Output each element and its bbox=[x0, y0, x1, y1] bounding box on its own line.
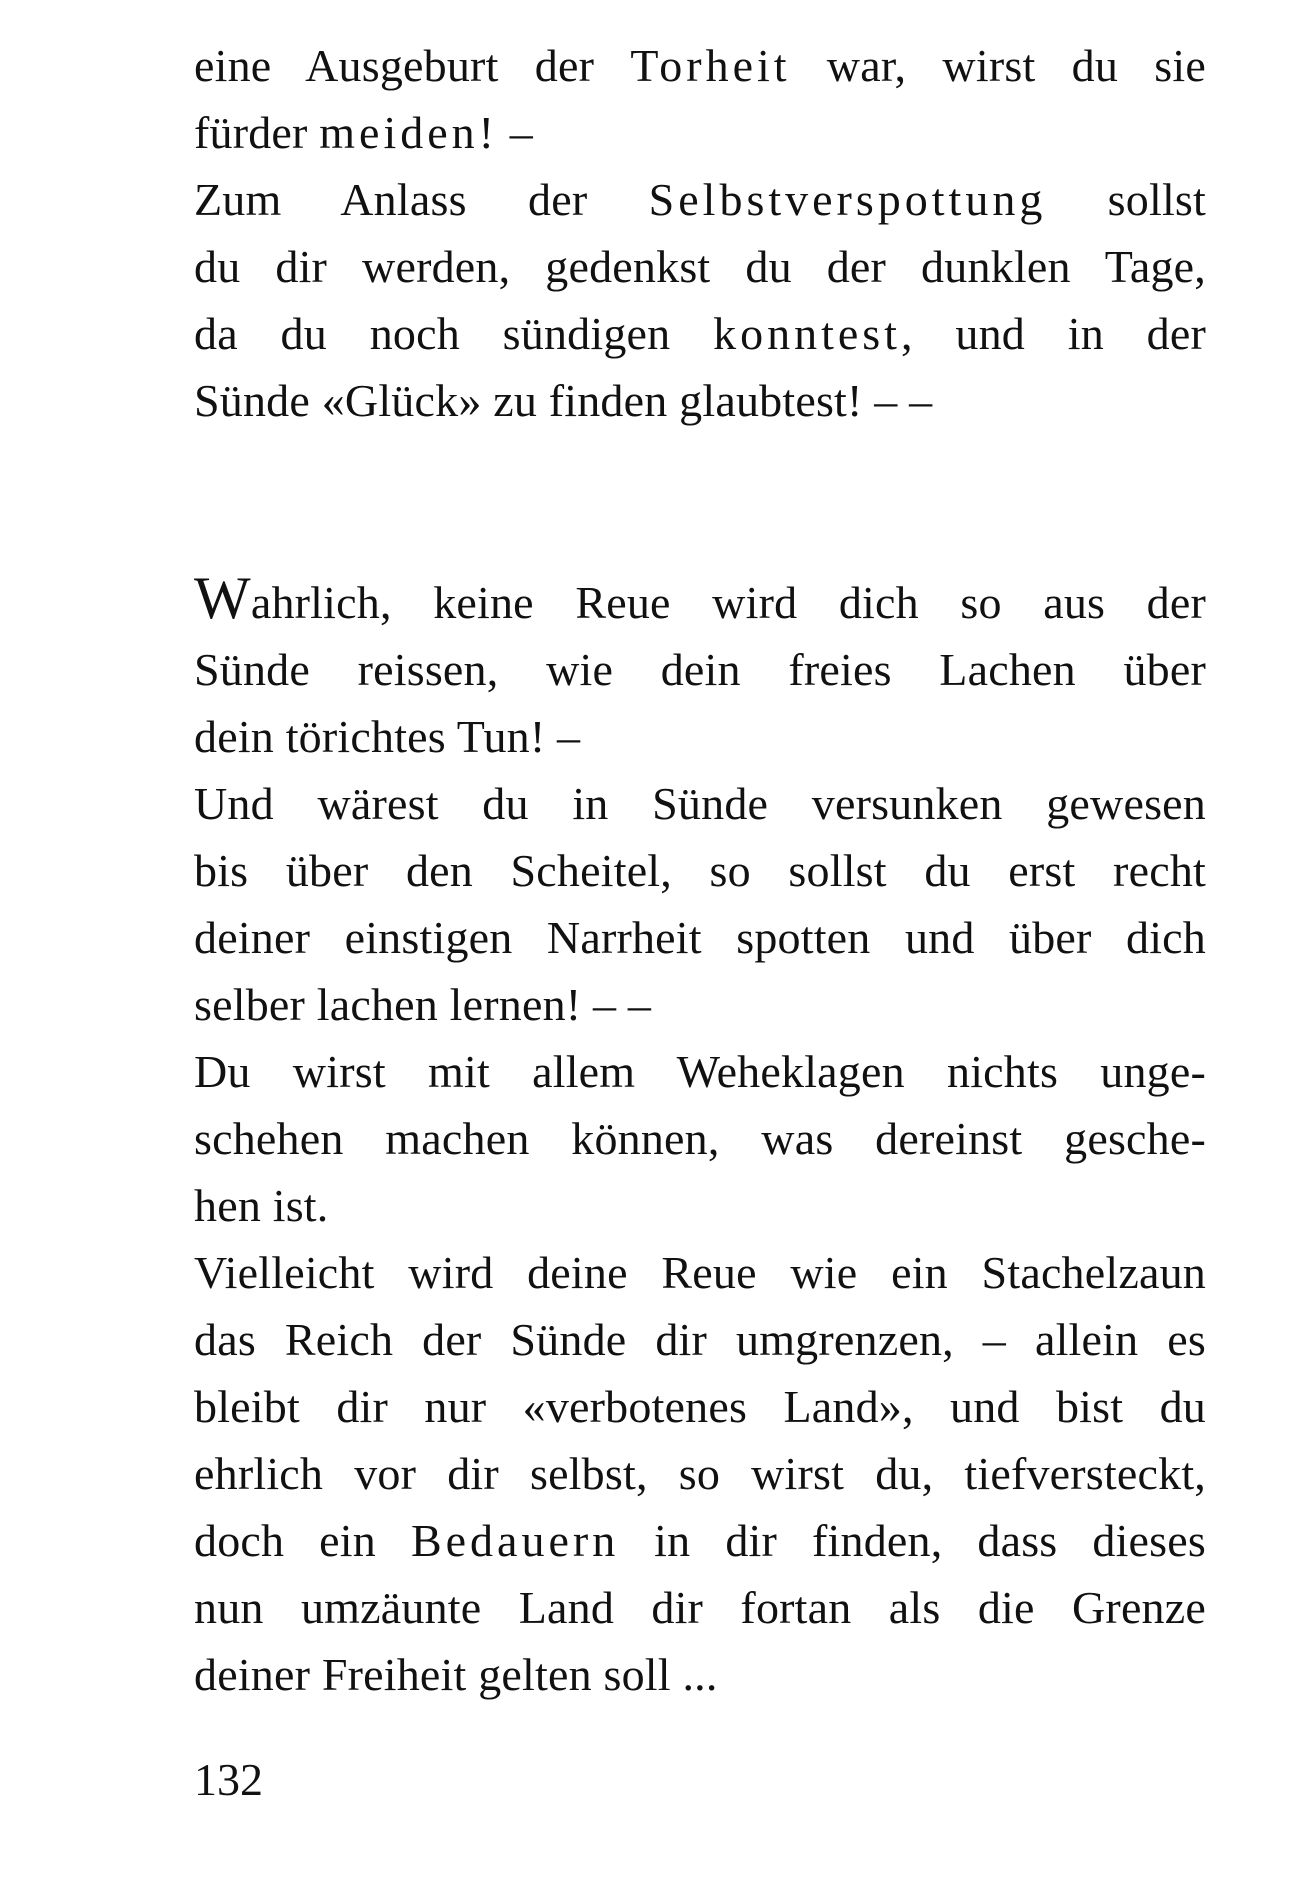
text-run: doch ein bbox=[194, 1515, 411, 1566]
text-line: du dir werden, gedenkst du der dunklen Tage, bbox=[194, 241, 1206, 292]
text-line: hen ist. bbox=[194, 1180, 329, 1231]
book-page bbox=[194, 32, 1206, 1872]
text-line: deiner einstigen Narrheit spotten und über dich bbox=[194, 912, 1206, 963]
page-number: 132 bbox=[194, 1754, 263, 1805]
text-line: Du wirst mit allem Weheklagen nichts unge- bbox=[194, 1046, 1206, 1097]
text-line: schehen machen können, was dereinst gesche- bbox=[194, 1113, 1206, 1164]
text-line: ehrlich vor dir selbst, so wirst du, tiefversteckt, bbox=[194, 1448, 1206, 1499]
text-line: deiner Freiheit gelten soll ... bbox=[194, 1649, 718, 1700]
text-line bbox=[194, 32, 1206, 99]
text-line bbox=[194, 565, 1206, 636]
spaced-emphasis: meiden! bbox=[319, 107, 498, 158]
spaced-emphasis: Selbstverspottung bbox=[648, 174, 1047, 225]
text-line: bleibt dir nur «verbotenes Land», und bist du bbox=[194, 1381, 1206, 1432]
text-line: das Reich der Sünde dir umgrenzen, – allein es bbox=[194, 1314, 1206, 1365]
text-line: Sünde «Glück» zu finden glaubtest! – – bbox=[194, 375, 933, 426]
text-line bbox=[194, 1507, 1206, 1574]
text-line: bis über den Scheitel, so sollst du erst recht bbox=[194, 845, 1206, 896]
spaced-emphasis: Torheit bbox=[630, 40, 791, 91]
text-line: Und wärest du in Sünde versunken gewesen bbox=[194, 778, 1206, 829]
text-line: nun umzäunte Land dir fortan als die Grenze bbox=[194, 1582, 1206, 1633]
paragraph-main bbox=[194, 565, 1206, 1708]
text-run: da du noch sündigen bbox=[194, 308, 714, 359]
text-line: Sünde reissen, wie dein freies Lachen über bbox=[194, 644, 1206, 695]
initial-letter: W bbox=[194, 565, 251, 631]
text-run: , und in der bbox=[900, 308, 1206, 359]
text-line bbox=[194, 300, 1206, 367]
text-line: dein törichtes Tun! – bbox=[194, 711, 581, 762]
text-run: in dir finden, dass dieses bbox=[619, 1515, 1206, 1566]
text-run: – bbox=[498, 107, 533, 158]
text-run: war, wirst du sie bbox=[790, 40, 1207, 91]
text-run: Zum Anlass der bbox=[194, 174, 649, 225]
section-break bbox=[194, 434, 1206, 569]
text-line: selber lachen lernen! – – bbox=[194, 979, 652, 1030]
text-line bbox=[194, 99, 1206, 166]
text-run: fürder bbox=[194, 107, 320, 158]
spaced-emphasis: konntest bbox=[713, 308, 901, 359]
paragraph-continuation bbox=[194, 32, 1206, 434]
text-run: ahrlich, keine Reue wird dich so aus der bbox=[250, 577, 1206, 628]
text-line bbox=[194, 166, 1206, 233]
text-run: sollst bbox=[1046, 174, 1207, 225]
text-line: Vielleicht wird deine Reue wie ein Stachelzaun bbox=[194, 1247, 1206, 1298]
spaced-emphasis: Bedauern bbox=[410, 1515, 620, 1566]
text-run: eine Ausgeburt der bbox=[194, 40, 631, 91]
